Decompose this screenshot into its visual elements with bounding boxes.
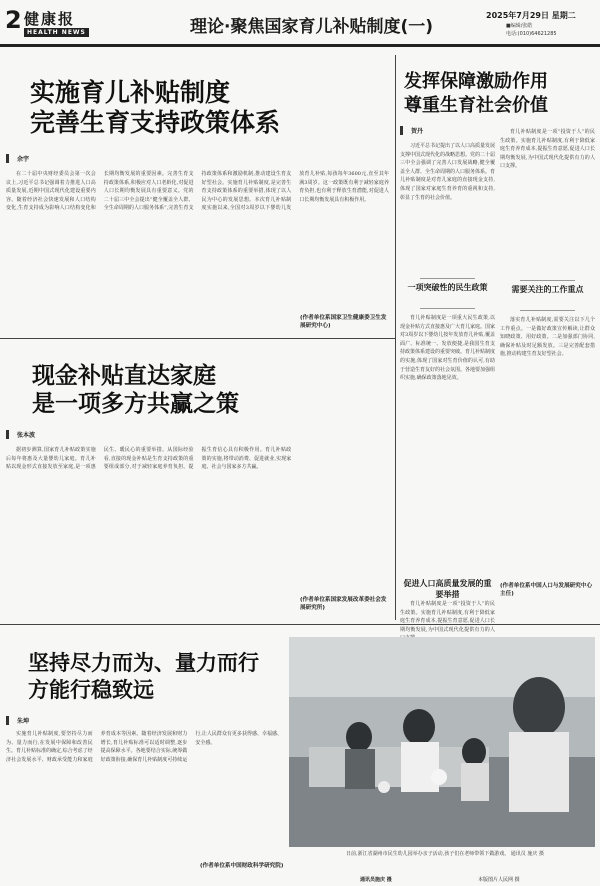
article4-body [6, 730, 282, 870]
headline-line: 实施育儿补贴制度 [30, 78, 231, 107]
article1-headline [30, 78, 280, 138]
article1-byline: 余宇 [6, 154, 29, 163]
masthead-rule [0, 44, 600, 47]
headline-line: 尊重生育社会价值 [404, 95, 548, 116]
article2-source: (作者单位系中国人口与发展研究中心主任) [500, 583, 593, 597]
contact-phone: 电话:(010)64621285 [506, 31, 557, 37]
issue-date: 2025年7月29日 星期二 [486, 11, 576, 20]
subhead-rule [420, 308, 475, 309]
headline-line: 坚持尽力而为、量力而行 [28, 651, 259, 675]
article3-text: 据初步测算,国家育儿补贴政策实施后每年将惠及大量婴幼儿家庭。育儿补贴以现金形式直接发放至家庭,是一项惠民生、暖民心的重要举措。从国际经验看,直接的现金补贴是生育支持政策的重要组成部分,对于减轻家庭养育负担、提振生育信心具有积极作用。育儿补贴政策的实施,将带动消费、促进就业,实现家庭、社会与国家多方共赢。 [6, 447, 292, 471]
article3-byline: 张本波 [6, 430, 35, 439]
article2-body-c [400, 600, 495, 633]
article2-subhead-2 [400, 578, 495, 600]
news-photo [289, 637, 595, 847]
article2-byline: 贺丹 [400, 126, 423, 135]
subhead-text: 需要关注的工作重点 [511, 285, 584, 294]
page-number: 2 [5, 6, 22, 34]
footer-credit: 通讯员施庆 摄 [360, 877, 392, 883]
section-title: 理论·聚焦国家育儿补贴制度(一) [190, 17, 433, 37]
subhead-rule [420, 278, 475, 279]
article4-byline: 朱坤 [6, 716, 29, 725]
article3-body [6, 446, 389, 594]
headline-line: 是一项多方共赢之策 [32, 391, 239, 417]
photo-caption: 日前,浙江省湖州市民生幼儿园举办亲子活动,孩子们在老师带领下做游戏。 通讯员 施庆 摄 [346, 851, 544, 857]
paper-name-english: HEALTH NEWS [24, 28, 89, 37]
section-divider [0, 624, 600, 625]
headline-line: 方能行稳致远 [28, 678, 154, 702]
article2-body-b [400, 314, 495, 572]
column-divider [395, 55, 396, 620]
subhead-text: 促进人口高质量发展的重要举措 [403, 579, 492, 599]
classroom-photo-illustration [289, 637, 595, 847]
article1-source: (作者单位系国家卫生健康委卫生发展研究中心) [300, 315, 387, 329]
article2-text: 育儿补贴制度是一项“投资于人”的民生政策。实施育儿补贴制度,有利于降低家庭生育养育成本,提振生育意愿,促进人口长期均衡发展,为中国式现代化提供有力的人口支撑。 [500, 129, 595, 170]
article2-subhead-1 [400, 282, 495, 293]
subhead-rule [520, 310, 575, 311]
footer-printer: 本版图片人民网 摄 [478, 877, 520, 883]
article3-source: (作者单位系国家发展改革委社会发展研究所) [300, 597, 387, 611]
article2-text: 习近平总书记提出了以人口高质量发展支撑中国式现代化的战略思想。党的二十届三中全会强调了完善人口发展战略,健全覆盖全人群、全生命周期的人口服务体系。育儿补贴制度是对育儿家庭的直接现金支持,体现了国家对家庭生育养育的重视和支持,彰显了生育的社会价值。 [400, 143, 496, 201]
paper-name: 健康报 [24, 10, 76, 28]
article4-headline [28, 650, 259, 704]
article1-body [6, 170, 389, 312]
article1-text: 在二十届中央财经委员会第一次会议上,习近平总书记强调着力推进人口高质量发展,近期中国式现代化建设重要内容。随着经济社会快速发展和人口结构变化,生育支持成为影响人口结构变化和长期均衡发展的重要因素。完善生育支持政策体系,积极应对人口老龄化,对促进人口长期均衡发展具有重要意义。党的二十届三中全会提出“健全覆盖全人群、全生命周期的人口服务体系”,完善生育支持政策体系和激励机制,推动建设生育友好型社会。实施育儿补贴制度,是完善生育支持政策体系的重要举措,体现了以人民为中心的发展思想。本次育儿补贴制度实施以来,全国对3周岁以下婴幼儿发放育儿补贴,每孩每年3600元,直至其年满3周岁。这一政策既有利于减轻家庭养育负担,也有利于释放生育潜能,对促进人口长期均衡发展具有积极作用。 [6, 171, 389, 212]
article2-headline [404, 70, 548, 118]
section-divider [0, 338, 395, 339]
article3-headline [32, 362, 239, 418]
headline-line: 发挥保障激励作用 [404, 71, 548, 92]
subhead-rule [520, 280, 575, 281]
article2-body-d [500, 128, 595, 273]
masthead [0, 0, 600, 46]
article2-text: 落实育儿补贴制度,需要关注以下几个工作重点。一是做好政策宣传解读,让群众知晓政策、用好政策。二是加强部门协同,确保补贴及时足额发放。三是完善配套措施,推动构建生育友好型社会。 [500, 317, 595, 358]
headline-line: 完善生育支持政策体系 [30, 108, 281, 137]
editor-credit: ■编辑/张皓 [506, 23, 533, 29]
article2-text: 育儿补贴制度是一项重大民生政策,以现金补贴方式直接惠及广大育儿家庭。国家对3周岁以下婴幼儿按年发放育儿补贴,覆盖面广、标准统一、发放便捷,是我国生育支持政策体系建设的重要突破。育儿补贴制度的实施,体现了国家对生育价值的认可,有助于营造生育友好的社会氛围。各地要加强组织实施,确保政策落地见效。 [400, 315, 496, 382]
headline-line: 现金补贴直达家庭 [32, 363, 216, 389]
article4-text: 实施育儿补贴制度,要坚持尽力而为、量力而行,在发展中保障和改善民生。育儿补贴标准的确定,综合考虑了经济社会发展水平、财政承受能力和家庭养育成本等因素。随着经济发展和财力增长,育儿补贴标准可以适时调整,逐步提高保障水平。各地要结合实际,统筹做好政策衔接,确保育儿补贴制度可持续运行,让人民群众有更多获得感、幸福感、安全感。 [6, 731, 282, 763]
article2-body-e [500, 316, 595, 576]
subhead-text: 一项突破性的民生政策 [407, 283, 488, 292]
article4-source: (作者单位系中国财政科学研究院) [200, 863, 284, 869]
article2-text: 育儿补贴制度是一项“投资于人”的民生政策。实施育儿补贴制度,有利于降低家庭生育养育成本,提振生育意愿,促进人口长期均衡发展,为中国式现代化提供有力的人 [400, 601, 495, 633]
article2-subhead-3 [500, 284, 595, 295]
article2-body-a [400, 142, 495, 272]
